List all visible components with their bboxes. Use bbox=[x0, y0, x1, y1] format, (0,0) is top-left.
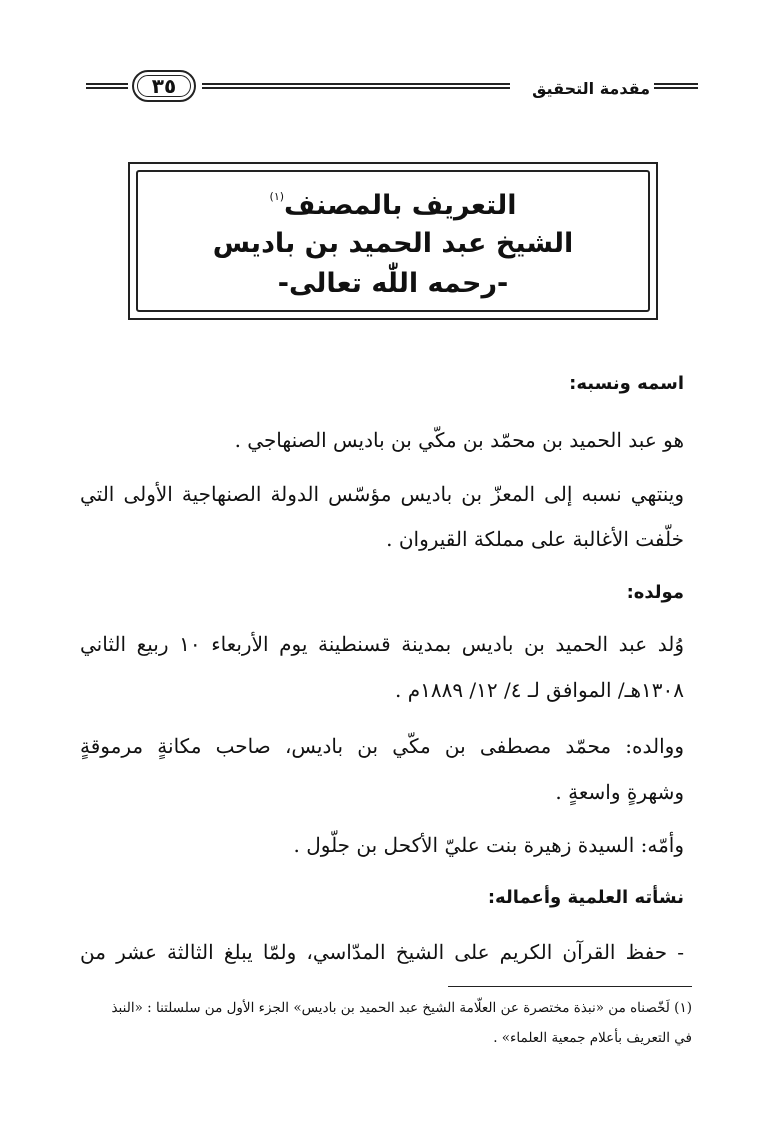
title-line-1 bbox=[130, 190, 656, 221]
title-frame bbox=[128, 162, 658, 320]
text-line: وشهرةٍ واسعةٍ . bbox=[555, 780, 684, 804]
text-line: وأمّه: السيدة زهيرة بنت عليّ الأكحل بن جلّول . bbox=[293, 833, 684, 857]
page-number-badge bbox=[132, 70, 196, 102]
section-heading-name: اسمه ونسبه: bbox=[569, 373, 684, 394]
header-rule-right bbox=[654, 83, 698, 89]
text-line: ووالده: محمّد مصطفى بن مكّي بن باديس، صاحب مكانةٍ مرموقةٍ bbox=[80, 734, 684, 758]
footnote-line-2: في التعريف بأعلام جمعية العلماء» . bbox=[493, 1030, 692, 1046]
text-line: ١٣٠٨هـ/ الموافق لـ ٤/ ١٢/ ١٨٨٩م . bbox=[394, 678, 684, 702]
title-line-2: الشيخ عبد الحميد بن باديس bbox=[212, 228, 574, 259]
text-line: خلّفت الأغالبة على مملكة القيروان . bbox=[386, 527, 684, 551]
section-heading-education: نشأته العلمية وأعماله: bbox=[487, 887, 684, 908]
text-line: - حفظ القرآن الكريم على الشيخ المدّاسي، ولمّا يبلغ الثالثة عشر من bbox=[80, 940, 684, 964]
running-title: مقدمة التحقيق bbox=[532, 79, 650, 98]
footnote-line-1: (١) لَخّصناه من «نبذة مختصرة عن العلّامة الشيخ عبد الحميد بن باديس» الجزء الأول من سلسلتنا : «النبذ bbox=[111, 1000, 692, 1016]
footnote-marker[interactable]: (١) bbox=[269, 190, 285, 203]
text-line: وُلد عبد الحميد بن باديس بمدينة قسنطينة يوم الأربعاء ١٠ ربيع الثاني bbox=[80, 632, 684, 656]
text-line: هو عبد الحميد بن محمّد بن مكّي بن باديس الصنهاجي . bbox=[234, 428, 684, 452]
footnote-rule bbox=[448, 986, 692, 987]
title-text-1: التعريف بالمصنف bbox=[284, 190, 517, 221]
text-line: وينتهي نسبه إلى المعزّ بن باديس مؤسّس الدولة الصنهاجية الأولى التي bbox=[80, 482, 684, 506]
title-line-3: -رحمه اللّٰه تعالى- bbox=[277, 268, 509, 299]
header-rule-left bbox=[86, 83, 128, 89]
header-rule-middle bbox=[202, 83, 510, 89]
section-heading-birth: مولده: bbox=[626, 582, 684, 603]
page-number: ٣٥ bbox=[151, 74, 177, 98]
